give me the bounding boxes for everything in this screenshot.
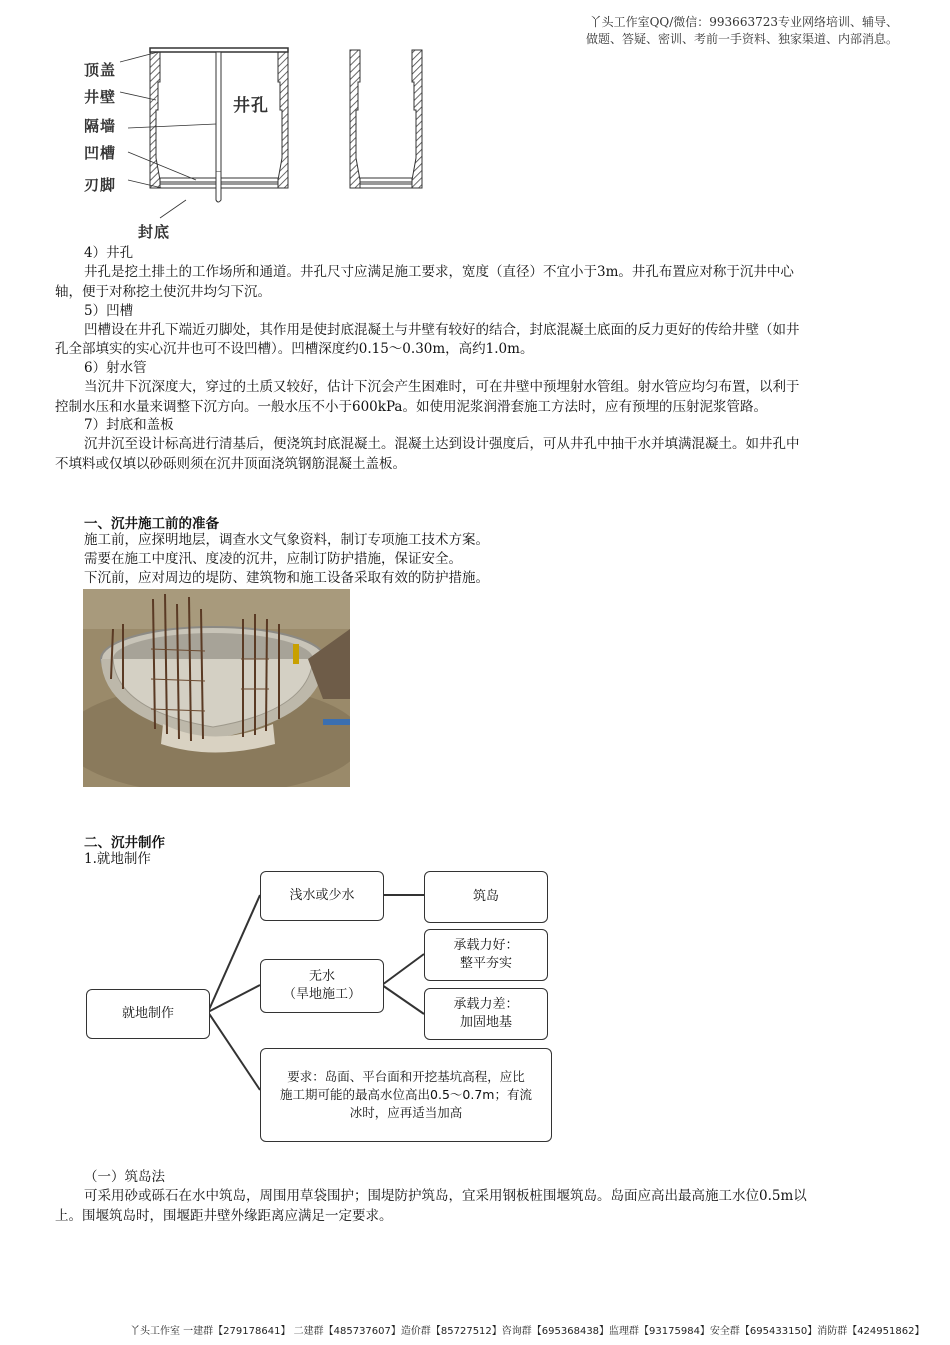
groove-para-2: 孔全部填实的实心沉井也可不设凹槽）。凹槽深度约0.15～0.30m，高约1.0m。	[55, 341, 534, 357]
diagram-no-water-node	[260, 959, 384, 1013]
prep-line-2: 需要在施工中度汛、度凌的沉井，应制订防护措施，保证安全。	[84, 551, 462, 567]
diagram-root-node	[86, 989, 210, 1039]
island-method-title: （一）筑岛法	[84, 1169, 165, 1185]
diagram-root-label: 就地制作	[121, 1006, 174, 1021]
prep-line-1: 施工前，应探明地层，调查水文气象资料，制订专项施工技术方案。	[84, 532, 489, 548]
diagram-good-bearing-node	[424, 929, 548, 981]
section-making-title: 二、沉井制作	[84, 835, 165, 851]
heading-bottom-seal: 7）封底和盖板	[84, 417, 174, 433]
section-preparation-title: 一、沉井施工前的准备	[84, 516, 219, 532]
bottom-seal-para-2: 不填料或仅填以砂砾则须在沉井顶面浇筑钢筋混凝土盖板。	[55, 456, 406, 472]
diagram-requirement-line-2: 施工期可能的最高水位高出0.5～0.7m；有流	[280, 1087, 532, 1102]
water-jet-para-1: 当沉井下沉深度大，穿过的土质又较好，估计下沉会产生困难时，可在井壁中预埋射水管组。射水管应均匀布置，以利于	[84, 379, 800, 395]
making-subtitle: 1.就地制作	[84, 851, 151, 867]
footer-contact-line: 丫头工作室 一建群【279178641】 二建群【485737607】造价群【85727512】咨询群【695368438】监理群【93175984】安全群【695433150】消防群【424951862】	[130, 1326, 925, 1337]
well-hole-para-2: 轴，便于对称挖土使沉井均匀下沉。	[55, 284, 271, 300]
header-line-1: 丫头工作室QQ/微信：993663723专业网络培训、辅导、	[589, 15, 898, 29]
label-top-cover: 顶盖	[84, 61, 117, 79]
bottom-seal-para-1: 沉井沉至设计标高进行清基后，便浇筑封底混凝土。混凝土达到设计强度后，可从井孔中抽干水并填满混凝土。如井孔中	[84, 436, 800, 452]
partition-wall-shape	[216, 52, 221, 172]
diagram-requirement-line-1: 要求：岛面、平台面和开挖基坑高程，应比	[287, 1069, 525, 1084]
caisson-site-photo	[83, 589, 350, 787]
top-cover-shape	[150, 48, 288, 52]
label-groove: 凹槽	[84, 144, 117, 162]
left-wall-hatch	[150, 50, 160, 188]
diagram-requirement-line-3: 冰时，应再适当加高	[349, 1105, 463, 1120]
diagram-island-node	[424, 871, 548, 923]
well-hole-para-1: 井孔是挖土排土的工作场所和通道。井孔尺寸应满足施工要求，宽度（直径）不宜小于3m。井孔布置应对称于沉井中心	[84, 264, 794, 280]
heading-water-jet: 6）射水管	[84, 360, 147, 376]
groove-para-1: 凹槽设在井孔下端近刃脚处，其作用是使封底混凝土与井壁有较好的结合，封底混凝土底面的反力更好的传给井壁（如井	[84, 322, 800, 338]
diagram-no-water-label-2: （旱地施工）	[282, 987, 361, 1002]
diagram-good-bearing-label-2: 整平夯实	[459, 956, 512, 971]
diagram-poor-bearing-label-1: 承载力差：	[453, 997, 519, 1012]
heading-well-hole: 4）井孔	[84, 245, 134, 261]
right-wall-hatch	[278, 50, 288, 188]
label-bottom-seal: 封底	[138, 223, 171, 241]
water-jet-para-2: 控制水压和水量来调整下沉方向。一般水压不小于600kPa。如使用泥浆润滑套施工方法时，应有预埋的压射泥浆管路。	[55, 399, 767, 415]
label-partition: 隔墙	[84, 117, 117, 135]
header-line-2: 做题、答疑、密训、考前一手资料、独家渠道、内部消息。	[585, 32, 898, 46]
caisson-structure-figure	[78, 40, 438, 246]
diagram-shallow-water-node	[260, 871, 384, 921]
island-method-para-2: 上。围堰筑岛时，围堰距井壁外缘距离应满足一定要求。	[55, 1208, 393, 1224]
diagram-poor-bearing-node	[424, 988, 548, 1040]
label-well-hole: 井孔	[233, 96, 269, 116]
island-method-para-1: 可采用砂或砾石在水中筑岛，周围用草袋围护；围堤防护筑岛，宜采用钢板桩围堰筑岛。岛面应高出最高施工水位0.5m以	[84, 1188, 807, 1204]
diagram-requirement-node	[260, 1048, 552, 1142]
prep-line-3: 下沉前，应对周边的堤防、建筑物和施工设备采取有效的防护措施。	[84, 570, 489, 586]
label-well-wall: 井壁	[84, 88, 117, 106]
label-cutting-edge: 刃脚	[84, 176, 117, 194]
diagram-island-label: 筑岛	[472, 889, 499, 904]
diagram-no-water-label-1: 无水	[308, 969, 335, 984]
diagram-shallow-water-label: 浅水或少水	[289, 888, 355, 903]
diagram-good-bearing-label-1: 承载力好：	[453, 938, 519, 953]
diagram-poor-bearing-label-2: 加固地基	[459, 1015, 512, 1030]
heading-groove: 5）凹槽	[84, 303, 134, 319]
